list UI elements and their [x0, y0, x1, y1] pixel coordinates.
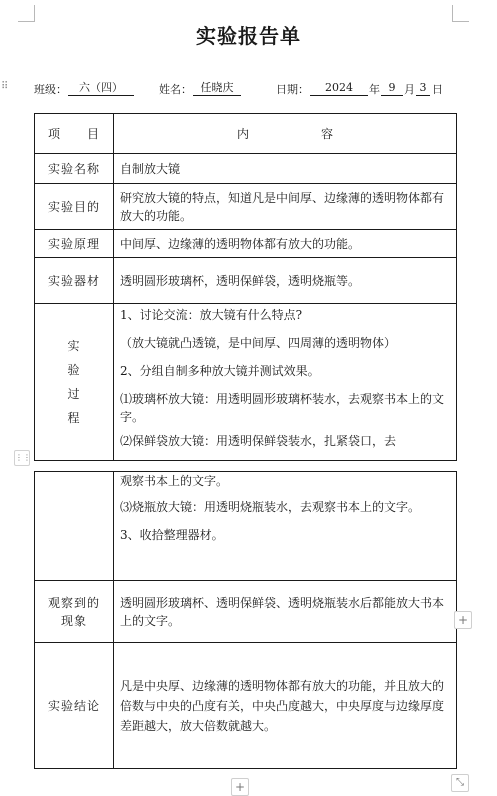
row-label-purpose[interactable]: 实验目的	[35, 184, 114, 230]
observation-label-line: 现象	[60, 613, 87, 628]
row-content-name[interactable]: 自制放大镜	[114, 154, 457, 184]
name-label: 姓名：	[159, 83, 192, 96]
add-column-button[interactable]: +	[454, 611, 472, 629]
row-content-observation[interactable]: 透明圆形玻璃杯、透明保鲜袋、透明烧瓶装水后都能放大书本上的文字。	[114, 581, 457, 643]
date-month[interactable]: 9	[381, 81, 403, 96]
info-row	[0, 81, 497, 99]
year-unit: 年	[369, 83, 380, 96]
row-label-observation[interactable]	[35, 581, 114, 643]
class-value[interactable]: 六（四）	[68, 81, 134, 96]
date-day[interactable]: 3	[416, 81, 430, 96]
table-row	[35, 184, 457, 230]
process-line: （放大镜就凸透镜，是中间厚、四周薄的透明物体）	[120, 336, 397, 350]
process-line: ⑶烧瓶放大镜：用透明烧瓶装水，去观察书本上的文字。	[120, 500, 421, 514]
table-row	[35, 258, 457, 304]
date-label: 日期：	[276, 83, 309, 96]
process-line: 2、分组自制多种放大镜并测试效果。	[120, 364, 320, 378]
observation-label-line: 观察到的	[47, 595, 100, 610]
table-row	[35, 154, 457, 184]
name-value[interactable]: 任晓庆	[193, 81, 241, 96]
row-content-principle[interactable]: 中间厚、边缘薄的透明物体都有放大的功能。	[114, 230, 457, 258]
table-row	[35, 643, 457, 769]
table-row	[35, 304, 457, 461]
row-content-equipment[interactable]: 透明圆形玻璃杯，透明保鲜袋，透明烧瓶等。	[114, 258, 457, 304]
row-label-equipment[interactable]: 实验器材	[35, 258, 114, 304]
drag-handle-icon[interactable]: ⠿	[1, 81, 8, 92]
class-label: 班级：	[34, 83, 67, 96]
table-grip-icon[interactable]: ⋮⋮	[14, 450, 30, 466]
row-label-name[interactable]: 实验名称	[35, 154, 114, 184]
table-header-row	[35, 114, 457, 154]
add-row-button[interactable]: +	[231, 778, 249, 796]
process-line: ⑴玻璃杯放大镜：用透明圆形玻璃杯装水，去观察书本上的文字。	[120, 392, 445, 424]
report-table-part-1	[34, 113, 457, 461]
row-content-process-continued[interactable]	[114, 472, 457, 581]
process-label-char: 实	[67, 339, 81, 353]
table-row	[35, 230, 457, 258]
row-content-conclusion[interactable]: 凡是中央厚、边缘薄的透明物体都有放大的功能，并且放大的倍数与中央的凸度有关，中央凸度越大，中央厚度与边缘厚度差距越大，放大倍数就越大。	[114, 643, 457, 769]
row-label-conclusion[interactable]: 实验结论	[35, 643, 114, 769]
report-table-part-2	[34, 471, 457, 769]
header-content-cell[interactable]: 内 容	[114, 114, 457, 154]
day-unit: 日	[432, 83, 443, 96]
header-item-cell[interactable]: 项 目	[35, 114, 114, 154]
document-title: 实验报告单	[196, 24, 301, 48]
process-label-char: 过	[67, 387, 81, 401]
resize-table-icon[interactable]: ⤡	[451, 774, 469, 792]
table-row	[35, 472, 457, 581]
table-row	[35, 581, 457, 643]
process-line: 3、收拾整理器材。	[120, 528, 224, 542]
month-unit: 月	[404, 83, 415, 96]
process-label-char: 程	[67, 411, 81, 425]
process-line: 1、讨论交流：放大镜有什么特点?	[120, 308, 303, 322]
row-label-principle[interactable]: 实验原理	[35, 230, 114, 258]
row-label-process-continued[interactable]	[35, 472, 114, 581]
process-line: ⑵保鲜袋放大镜：用透明保鲜袋装水，扎紧袋口，去	[120, 434, 397, 448]
date-year[interactable]: 2024	[310, 81, 368, 96]
process-label-char: 验	[67, 363, 81, 377]
row-content-purpose[interactable]: 研究放大镜的特点，知道凡是中间厚、边缘薄的透明物体都有放大的功能。	[114, 184, 457, 230]
row-label-process[interactable]	[35, 304, 114, 461]
process-line: 观察书本上的文字。	[120, 474, 229, 488]
row-content-process[interactable]	[114, 304, 457, 461]
